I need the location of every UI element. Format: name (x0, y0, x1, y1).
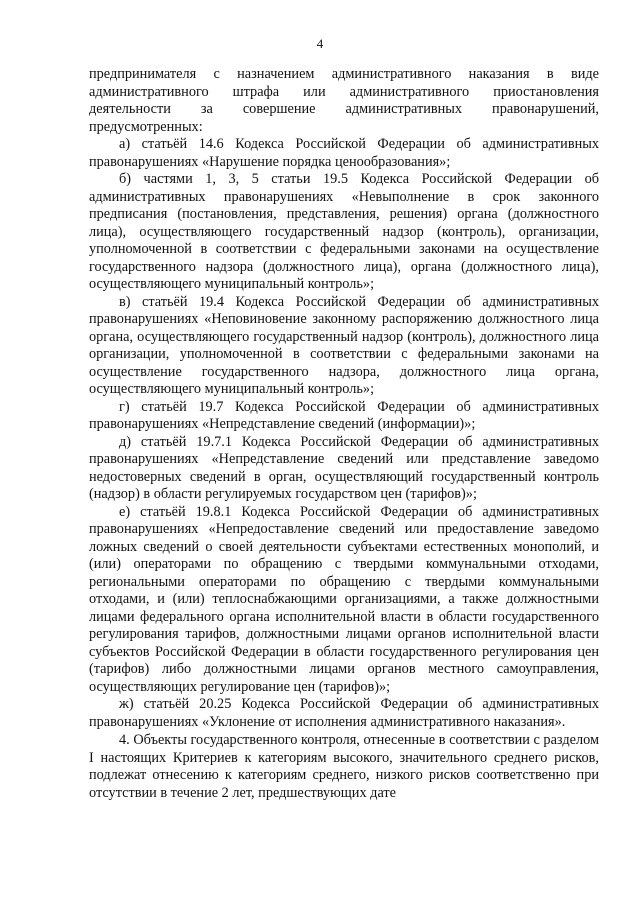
page-number: 4 (316, 36, 324, 51)
list-item-a: а) статьёй 14.6 Кодекса Российской Федерации об административных правонарушениях «Нарушение порядка ценообразования»; (89, 136, 599, 170)
list-item-b: б) частями 1, 3, 5 статьи 19.5 Кодекса Российской Федерации об административных правонарушениях «Невыполнение в срок законного предписания (постановления, представления, решения) органа (должностного лица), осуществляющего государственный надзор (контроль), организации, уполномоченной в соответствии с федеральными законами на осуществление государственного надзора (должностного лица), органа (должностного лица), осуществляющего муниципальный контроль»; (89, 171, 599, 292)
list-item-e: е) статьёй 19.8.1 Кодекса Российской Федерации об административных правонарушениях «Непредоставление сведений или предоставление заведомо ложных сведений о своей деятельности субъектами естественных монополий, и (или) операторами по обращению с твердыми коммунальными отходами, региональными операторами по обращению с твердыми коммунальными отходами, и (или) теплоснабжающими организациями, а также должностными лицами федерального органа исполнительной власти в области государственного регулирования тарифов, должностными лицами органов исполнительной власти субъектов Российской Федерации в области государственного регулирования цен (тарифов) либо должностными лицами органов местного самоуправления, осуществляющих регулирование цен (тарифов)»; (89, 503, 599, 695)
list-item-g: г) статьёй 19.7 Кодекса Российской Федерации об административных правонарушениях «Непредставление сведений (информации)»; (89, 398, 599, 432)
list-item-v: в) статьёй 19.4 Кодекса Российской Федерации об административных правонарушениях «Неповиновение законному распоряжению должностного лица органа, осуществляющего государственный надзор (контроль), должностного лица организации, уполномоченной в соответствии с федеральными законами на осуществление государственного надзора, должностного лица органа, осуществляющего муниципальный контроль»; (89, 293, 599, 397)
list-item-zh: ж) статьёй 20.25 Кодекса Российской Федерации об административных правонарушениях «Уклонение от исполнения административного наказания». (89, 696, 599, 730)
document-body (89, 66, 599, 802)
list-item-d: д) статьёй 19.7.1 Кодекса Российской Федерации об административных правонарушениях «Непредставление сведений или представление заведомо недостоверных сведений в орган, осуществляющий государственный контроль (надзор) в области регулируемых государством цен (тарифов)»; (89, 433, 599, 502)
paragraph-4: 4. Объекты государственного контроля, отнесенные в соответствии с разделом I настоящих Критериев к категориям высокого, значительного среднего рисков, подлежат отнесению к категориям среднего, низкого рисков соответственно при отсутствии в течение 2 лет, предшествующих дате (89, 732, 599, 801)
paragraph-intro: предпринимателя с назначением административного наказания в виде административного штрафа или административного приостановления деятельности за совершение административных правонарушений, предусмотренных: (89, 66, 599, 135)
